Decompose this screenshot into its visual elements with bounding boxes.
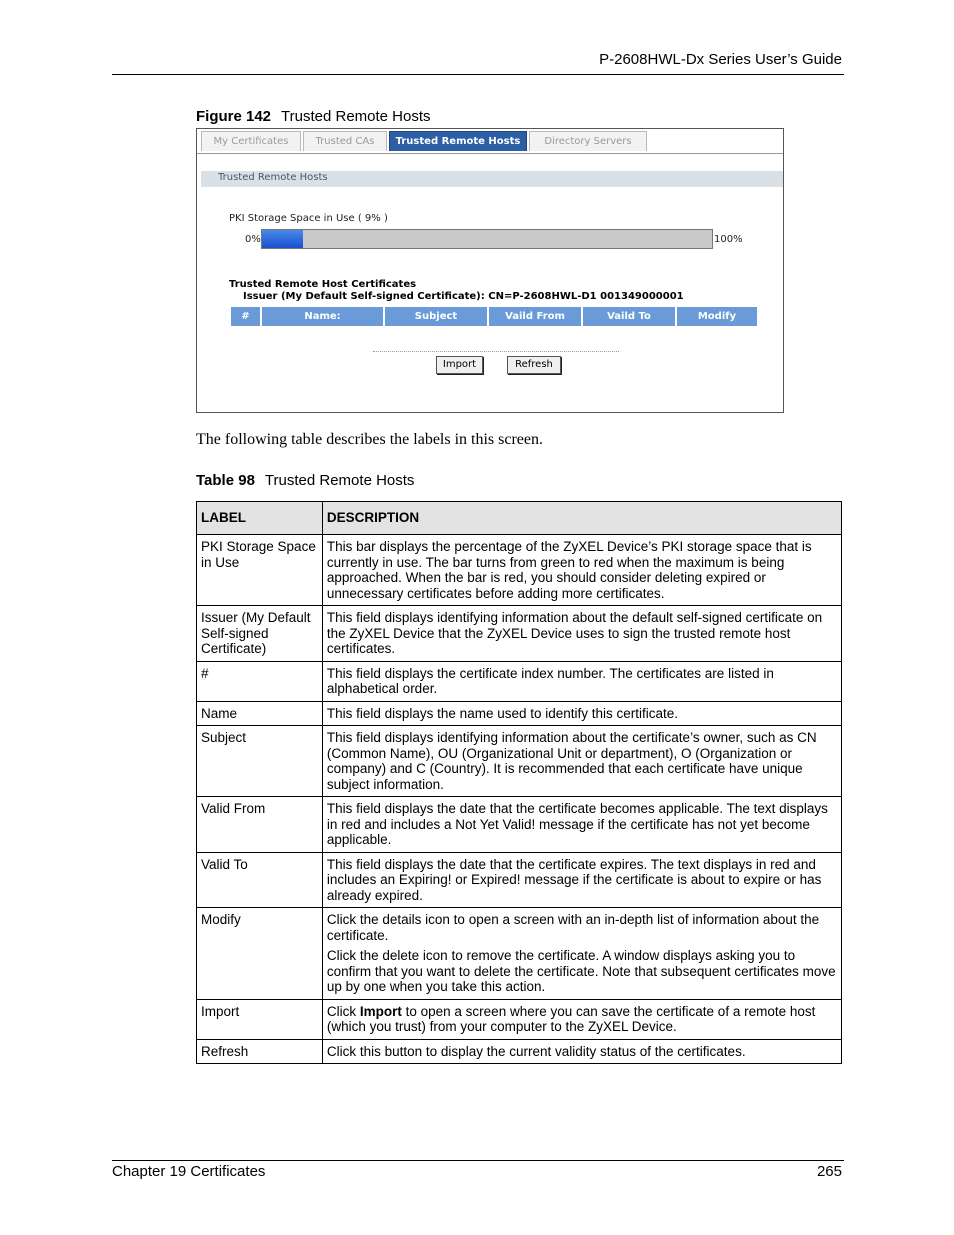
column-valid-to: Vaild To: [583, 307, 675, 326]
description-text: [327, 1004, 837, 1035]
page-footer: [112, 1160, 844, 1180]
import-button[interactable]: Import: [436, 356, 483, 374]
section-title: Trusted Remote Hosts: [218, 172, 328, 183]
column-modify: Modify: [677, 307, 757, 326]
table-row: [197, 701, 842, 726]
description-text: This field displays identifying information about the certificate’s owner, such as CN (Common Name), OU (Organizational Unit or department), O (Organization or company) and C (Country). It is recommended that each certificate have unique subject information.: [326, 730, 817, 792]
row-description: [322, 606, 841, 662]
table-row: [197, 606, 842, 662]
row-label: Subject: [197, 726, 323, 797]
row-description: [322, 1039, 841, 1064]
column-valid-from: Vaild From: [489, 307, 581, 326]
intro-text: The following table describes the labels in this screen.: [196, 431, 544, 448]
row-description: [322, 852, 841, 908]
description-text: This bar displays the percentage of the ZyXEL Device’s PKI storage space that is currently in use. The bar turns from green to red when the maximum is being approached. When the bar is red, you should consider deleting expired or unnecessary certificates before adding more certificates.: [326, 539, 812, 601]
figure-caption: [196, 108, 431, 125]
row-label: Refresh: [197, 1039, 323, 1064]
table-row: [197, 797, 842, 853]
pki-storage-bar: [261, 229, 713, 249]
page-header: [112, 50, 844, 75]
row-description: [322, 701, 841, 726]
tab-bar: [197, 129, 783, 154]
tab-trusted-cas[interactable]: Trusted CAs: [303, 131, 387, 151]
row-description: [322, 535, 841, 606]
description-text: Click the delete icon to remove the certificate. A window displays asking you to confirm that you want to delete the certificate. Note that subsequent certificates move up by one when you take this action.: [326, 948, 836, 994]
row-label: Valid To: [197, 852, 323, 908]
description-text: This field displays the date that the certificate expires. The text displays in red and includes an Expiring! or Expired! message if the certificate is about to expire or has already expired.: [326, 856, 822, 903]
row-label: Modify: [197, 908, 323, 1000]
description-text: Click the details icon to open a screen with an in-depth list of information about the certificate.: [326, 912, 820, 943]
label-column-header: LABEL: [197, 502, 323, 535]
certificates-heading: Trusted Remote Host Certificates: [229, 279, 417, 290]
table-label: Table 98: [196, 472, 255, 489]
description-text: This field displays identifying information about the default self-signed certificate on the ZyXEL Device that the ZyXEL Device uses to sign the trusted remote host certificates.: [326, 610, 823, 656]
table-row: [197, 535, 842, 606]
table-caption: [196, 472, 414, 489]
page-number: 265: [816, 1163, 842, 1180]
trusted-remote-hosts-screenshot: [196, 128, 784, 413]
description-text: Click this button to display the current validity status of the certificates.: [326, 1043, 746, 1059]
table-row: [197, 852, 842, 908]
description-prefix: Click: [326, 1003, 360, 1019]
row-label: #: [197, 661, 323, 701]
figure-title: Trusted Remote Hosts: [281, 108, 431, 125]
tab-my-certificates[interactable]: My Certificates: [201, 131, 301, 151]
table-title: Trusted Remote Hosts: [264, 472, 415, 489]
certificate-table-header: [231, 307, 761, 326]
chapter-title: Chapter 19 Certificates: [112, 1163, 266, 1180]
table-row: [197, 908, 842, 1000]
row-description: [322, 726, 841, 797]
description-text: This field displays the name used to identify this certificate.: [326, 705, 679, 721]
table-row: [197, 726, 842, 797]
row-label: Import: [197, 999, 323, 1039]
row-label: Issuer (My Default Self-signed Certificate): [197, 606, 323, 662]
description-text: This field displays the certificate index number. The certificates are listed in alphabetical order.: [326, 665, 774, 696]
table-row: [197, 661, 842, 701]
tab-trusted-remote-hosts[interactable]: Trusted Remote Hosts: [389, 131, 527, 151]
row-label: Valid From: [197, 797, 323, 853]
refresh-button[interactable]: Refresh: [507, 356, 561, 374]
column-index: #: [231, 307, 260, 326]
tab-directory-servers[interactable]: Directory Servers: [529, 131, 647, 151]
column-name: Name:: [262, 307, 383, 326]
pct-max-label: 100%: [714, 234, 743, 245]
table-header-row: [197, 502, 842, 535]
pct-min-label: 0%: [245, 234, 261, 245]
label-description-table: [196, 501, 842, 1064]
divider: [373, 351, 619, 352]
row-label: PKI Storage Space in Use: [197, 535, 323, 606]
row-description: [322, 908, 841, 1000]
row-description: [322, 999, 841, 1039]
section-title-bar: [201, 171, 783, 187]
table-row: [197, 1039, 842, 1064]
row-label: Name: [197, 701, 323, 726]
issuer-line: Issuer (My Default Self-signed Certificate): CN=P-2608HWL-D1 001349000001: [243, 291, 684, 302]
description-suffix: to open a screen where you can save the certificate of a remote host (which you trust) from your computer to the ZyXEL Device.: [326, 1003, 816, 1034]
pki-storage-bar-fill: [262, 230, 303, 248]
row-description: [322, 661, 841, 701]
row-description: [322, 797, 841, 853]
guide-title: P-2608HWL-Dx Series User’s Guide: [599, 51, 842, 68]
description-text: This field displays the date that the certificate becomes applicable. The text displays in red and includes a Not Yet Valid! message if the certificate has not yet become applicable.: [326, 801, 828, 847]
table-row: [197, 999, 842, 1039]
pki-storage-label: PKI Storage Space in Use ( 9% ): [229, 213, 388, 224]
description-column-header: DESCRIPTION: [322, 502, 841, 535]
figure-label: Figure 142: [196, 108, 272, 125]
description-bold: Import: [359, 1003, 402, 1019]
column-subject: Subject: [385, 307, 487, 326]
